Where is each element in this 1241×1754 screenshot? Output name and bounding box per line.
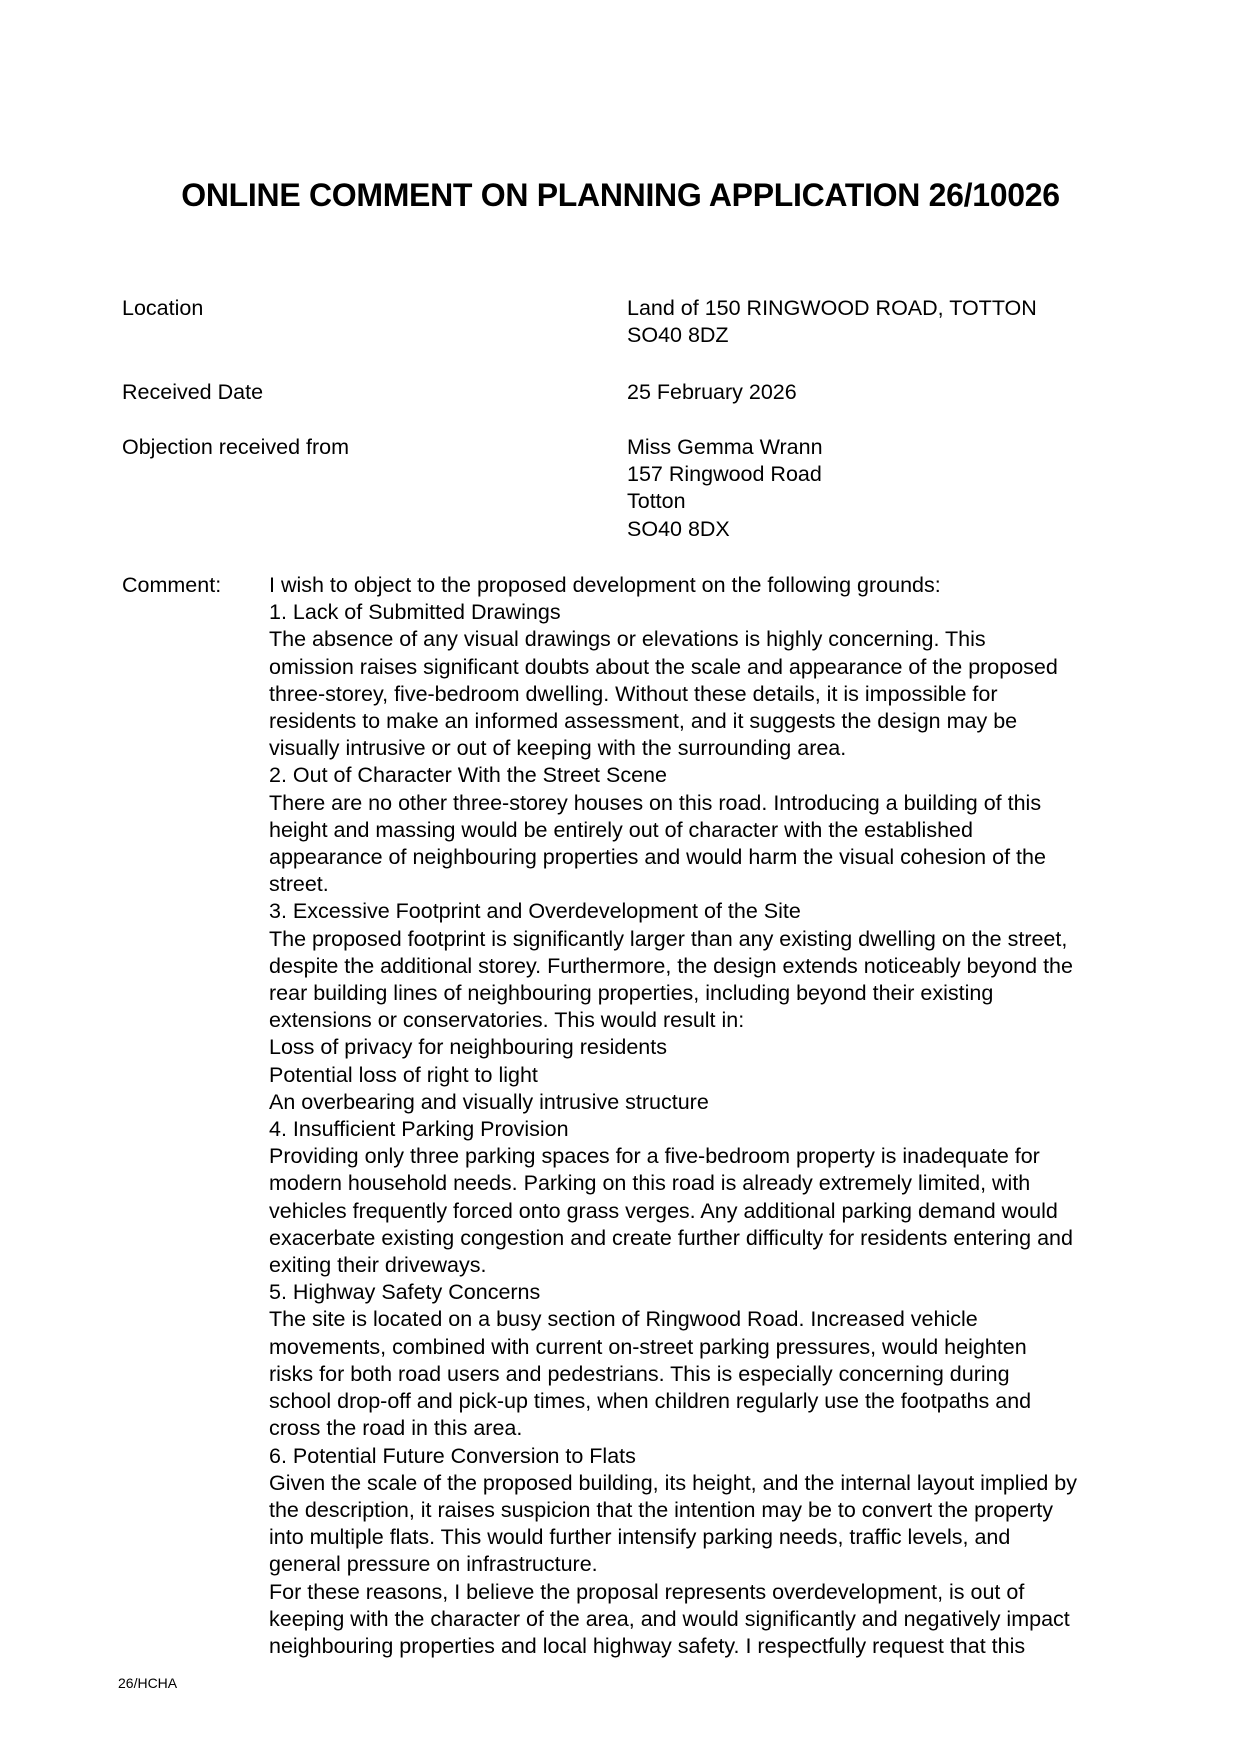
objector-address	[627, 434, 823, 543]
comment-line: 5. Highway Safety Concerns	[269, 1280, 541, 1305]
comment-line: There are no other three-storey houses on this road. Introducing a building of this	[269, 790, 1042, 815]
comment-line: An overbearing and visually intrusive structure	[269, 1089, 709, 1114]
comment-line: height and massing would be entirely out of character with the established	[269, 817, 973, 842]
location-line: SO40 8DZ	[627, 323, 729, 348]
comment-body	[269, 572, 1149, 1660]
comment-line: movements, combined with current on-street parking pressures, would heighten	[269, 1334, 1027, 1359]
comment-label: Comment:	[122, 573, 222, 597]
comment-line: three-storey, five-bedroom dwelling. Without these details, it is impossible for	[269, 681, 998, 706]
comment-line: cross the road in this area.	[269, 1416, 523, 1441]
objection-label: Objection received from	[122, 435, 350, 459]
comment-line: appearance of neighbouring properties and would harm the visual cohesion of the	[269, 845, 1046, 870]
comment-line: extensions or conservatories. This would result in:	[269, 1008, 745, 1033]
comment-line: residents to make an informed assessment, and it suggests the design may be	[269, 709, 1018, 734]
comment-line: 4. Insufficient Parking Provision	[269, 1117, 569, 1142]
comment-line: Potential loss of right to light	[269, 1062, 538, 1087]
comment-line: general pressure on infrastructure.	[269, 1552, 598, 1577]
location-value	[627, 295, 1037, 349]
objector-name: Miss Gemma Wrann	[627, 435, 823, 459]
received-date-label: Received Date	[122, 380, 264, 404]
comment-line: Loss of privacy for neighbouring residents	[269, 1035, 667, 1060]
comment-line: exiting their driveways.	[269, 1253, 487, 1278]
comment-line: school drop-off and pick-up times, when children regularly use the footpaths and	[269, 1389, 1032, 1414]
comment-line: 2. Out of Character With the Street Scene	[269, 763, 667, 788]
comment-line: keeping with the character of the area, and would significantly and negatively impact	[269, 1606, 1070, 1631]
comment-line: Providing only three parking spaces for a five-bedroom property is inadequate for	[269, 1144, 1040, 1169]
comment-line: Given the scale of the proposed building, its height, and the internal layout implied by	[269, 1470, 1077, 1495]
comment-line: The absence of any visual drawings or elevations is highly concerning. This	[269, 627, 986, 652]
comment-line: street.	[269, 872, 329, 897]
comment-line: modern household needs. Parking on this road is already extremely limited, with	[269, 1171, 1031, 1196]
comment-line: I wish to object to the proposed development on the following grounds:	[269, 573, 941, 597]
comment-line: despite the additional storey. Furthermore, the design extends noticeably beyond the	[269, 953, 1073, 978]
location-line: Land of 150 RINGWOOD ROAD, TOTTON	[627, 296, 1037, 320]
footer-reference: 26/HCHA	[118, 1675, 178, 1691]
comment-line: The site is located on a busy section of Ringwood Road. Increased vehicle	[269, 1307, 978, 1332]
comment-line: 3. Excessive Footprint and Overdevelopment of the Site	[269, 899, 801, 924]
comment-line: vehicles frequently forced onto grass verges. Any additional parking demand would	[269, 1198, 1058, 1223]
comment-line: 1. Lack of Submitted Drawings	[269, 600, 561, 625]
comment-line: visually intrusive or out of keeping with the surrounding area.	[269, 736, 847, 761]
comment-line: risks for both road users and pedestrians. This is especially concerning during	[269, 1361, 1010, 1386]
comment-line: into multiple flats. This would further intensify parking needs, traffic levels, and	[269, 1525, 1011, 1550]
comment-line: the description, it raises suspicion that the intention may be to convert the property	[269, 1497, 1053, 1522]
objector-address-line: Totton	[627, 489, 686, 514]
received-date-value: 25 February 2026	[627, 380, 797, 404]
comment-line: The proposed footprint is significantly larger than any existing dwelling on the street,	[269, 926, 1068, 951]
comment-line: exacerbate existing congestion and create further difficulty for residents entering and	[269, 1225, 1073, 1250]
comment-line: omission raises significant doubts about the scale and appearance of the proposed	[269, 654, 1058, 679]
objector-address-line: 157 Ringwood Road	[627, 462, 822, 487]
comment-line: 6. Potential Future Conversion to Flats	[269, 1443, 636, 1468]
comment-line: For these reasons, I believe the proposal represents overdevelopment, is out of	[269, 1579, 1025, 1604]
objector-postcode: SO40 8DX	[627, 516, 730, 541]
comment-line: rear building lines of neighbouring properties, including beyond their existing	[269, 981, 994, 1006]
location-label: Location	[122, 296, 204, 320]
page-title: ONLINE COMMENT ON PLANNING APPLICATION 26/10026	[181, 177, 1060, 213]
comment-line: neighbouring properties and local highway safety. I respectfully request that this	[269, 1633, 1026, 1658]
